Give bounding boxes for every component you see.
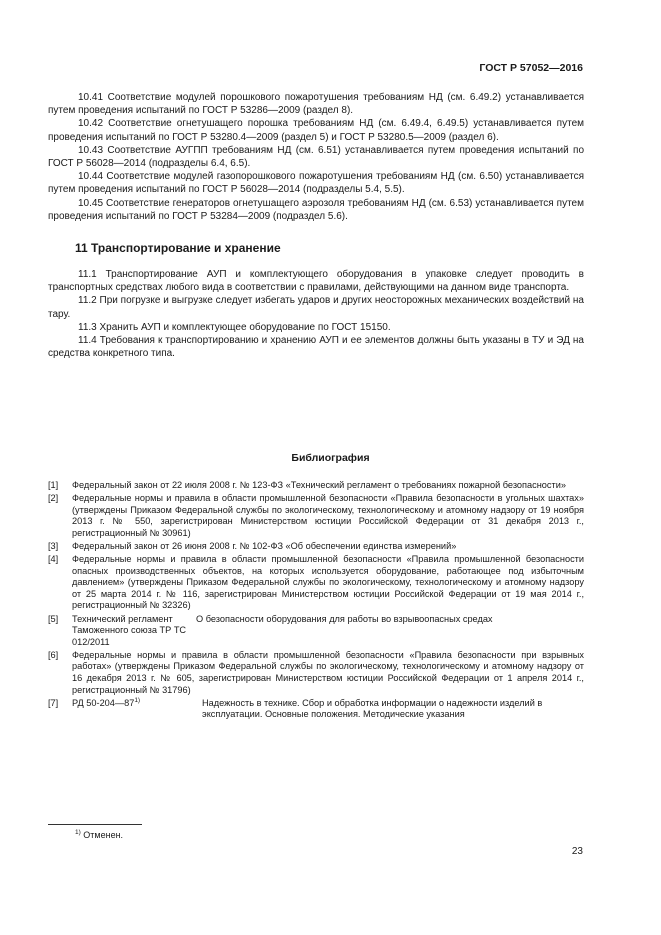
bibliography-document: Технический регламент Таможенного союза ТР ТС 012/2011: [72, 613, 187, 647]
footnote-text: Отменен.: [83, 830, 124, 840]
footnote-ref: 1): [134, 696, 141, 704]
bibliography-number: [5]: [48, 613, 59, 624]
bibliography-item: [48, 480, 584, 492]
document-code: РД 50-204—87: [72, 697, 135, 708]
bibliography-text: О безопасности оборудования для работы во взрывоопасных средах: [196, 613, 493, 624]
bibliography-number: [7]: [48, 697, 59, 708]
bibliography-title: Библиография: [291, 452, 370, 464]
bibliography-text: Федеральные нормы и правила в области промышленной безопасности «Правила безопасности в угольных шахтах» (утверждены Приказом Федеральной службы по экологическому, технологическому и атомному надзору от 19 ноября 2013 г. № 550, зарегистрирован Министерством юстиции Российской Федерации от 31 декабря 2013 г., регистрационный № 30961): [72, 493, 584, 538]
page-number: 23: [571, 846, 583, 857]
bibliography-number: [1]: [48, 480, 59, 490]
bibliography-item: [48, 493, 584, 539]
paragraph-10-43: 10.43 Соответствие АУГПП требованиям НД (см. 6.51) устанавливается путем проведения испытаний по ГОСТ Р 56028—2014 (подразделы 6.4, 6.5).: [48, 144, 584, 170]
bibliography-number: [6]: [48, 649, 59, 660]
bibliography-number: [2]: [48, 493, 59, 504]
bibliography-text: Федеральный закон от 22 июля 2008 г. № 123-ФЗ «Технический регламент о требованиях пожарной безопасности»: [72, 480, 566, 490]
section-10-paragraphs: [48, 91, 584, 223]
section-11-title: 11 Транспортирование и хранение: [75, 241, 281, 255]
footnote-mark: 1): [75, 829, 81, 836]
paragraph-10-41: 10.41 Соответствие модулей порошкового пожаротушения требованиям НД (см. 6.49.2) устанавливается путем проведения испытаний по ГОСТ Р 53286—2009 (раздел 8).: [48, 92, 584, 117]
bibliography-text: Федеральный закон от 26 июня 2008 г. № 102-ФЗ «Об обеспечении единства измерений»: [72, 540, 457, 551]
standard-header: ГОСТ Р 57052—2016: [479, 62, 583, 74]
bibliography-number: [3]: [48, 540, 59, 551]
bibliography-item: [48, 650, 584, 696]
bibliography-text: Федеральные нормы и правила в области промышленной безопасности «Правила безопасности при взрывных работах» (утверждены Приказом Федеральной службы по экологическому, технологическому и атомному надзору от 16 декабря 2013 г. № 605, зарегистрирован Министерством юстиции Российской Федерации от 1 апреля 2014 г., регистрационный № 31796): [72, 649, 584, 695]
paragraph-11-1: 11.1 Транспортирование АУП и комплектующего оборудования в упаковке следует проводить в транспортных средствах любого вида в соответствии с правилами, действующими на данном виде транспорта.: [48, 269, 584, 294]
paragraph-11-4: 11.4 Требования к транспортированию и хранению АУП и ее элементов должны быть указаны в ТУ и ЭД на средства конкретного типа.: [48, 335, 584, 360]
bibliography-item: [48, 554, 584, 612]
bibliography-document: [72, 698, 202, 721]
paragraph-11-2: 11.2 При погрузке и выгрузке следует избегать ударов и других неосторожных механических воздействий на тару.: [48, 295, 584, 320]
bibliography-number: [4]: [48, 554, 59, 565]
bibliography-item: [48, 614, 584, 649]
footnote: [75, 830, 123, 840]
paragraph-10-44: 10.44 Соответствие модулей газопорошкового пожаротушения требованиям НД (см. 6.50) устанавливается путем проведения испытаний по ГОСТ Р 56028—2014 (подразделы 5.4, 5.5).: [48, 171, 584, 196]
bibliography-item: [48, 541, 584, 553]
paragraph-10-45: 10.45 Соответствие генераторов огнетушащего аэрозоля требованиям НД (см. 6.53) устанавливается путем проведения испытаний по ГОСТ Р 53284—2009 (подраздел 5.6).: [48, 197, 584, 222]
bibliography-item: [48, 698, 584, 721]
footnote-divider: [48, 824, 142, 825]
bibliography-list: [48, 480, 584, 722]
bibliography-text: Надежность в технике. Сбор и обработка информации о надежности изделий в эксплуатации. Основные положения. Методические указания: [202, 697, 543, 720]
paragraph-11-3: 11.3 Хранить АУП и комплектующее оборудование по ГОСТ 15150.: [78, 321, 391, 333]
section-11-paragraphs: [48, 268, 584, 360]
bibliography-text: Федеральные нормы и правила в области промышленной безопасности «Правила промышленной безопасности опасных производственных объектов, на которых используется оборудование, работающее под избыточным давлением» (утверждены Приказом Федеральной службы по экологическому, технологическому и атомному надзору от 25 марта 2014 г. № 116, зарегистрирован Министерством юстиции Российской Федерации от 19 мая 2014 г., регистрационный № 32326): [72, 554, 584, 611]
paragraph-10-42: 10.42 Соответствие огнетушащего порошка требованиям НД (см. 6.49.4, 6.49.5) устанавливается путем проведения испытаний по ГОСТ Р 53280.4—2009 (раздел 5) и ГОСТ Р 53280.5—2009 (раздел 6).: [48, 118, 584, 143]
